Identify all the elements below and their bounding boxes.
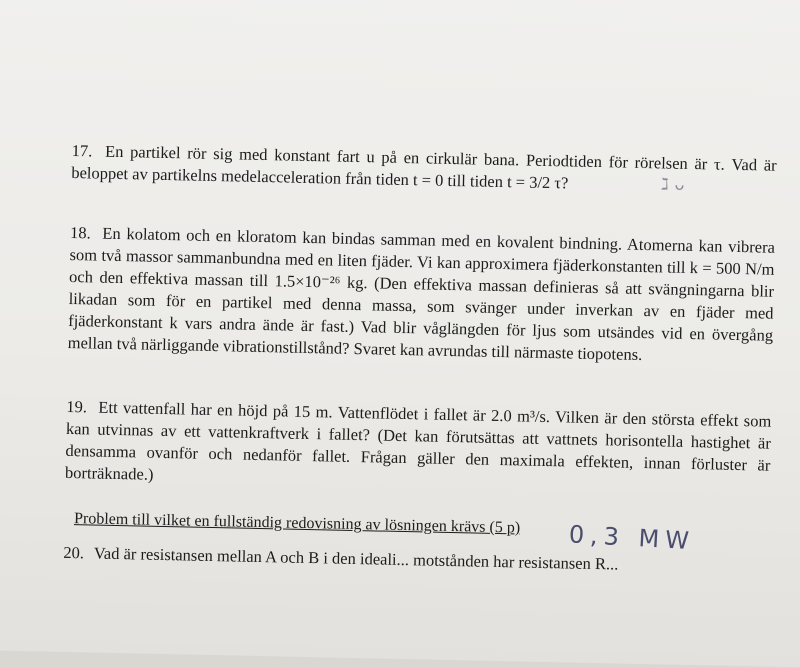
problem-text: En partikel rör sig med konstant fart u på en cirkulär bana. Periodtiden för rörelsen är τ. Vad är beloppet av partikelns medelacceleration från tiden t = 0 till tiden t = 3/2 τ? <box>71 141 777 193</box>
section-heading: Problem till vilket en fullständig redovisning av lösningen krävs (5 p) <box>73 510 521 537</box>
problem-number: 18. <box>69 222 91 243</box>
handwritten-mark: ℷᴗ <box>661 174 691 194</box>
problem-18 <box>68 222 776 369</box>
document-content <box>63 140 777 579</box>
problem-text: Vad är resistansen mellan A och B i den ideali... motstånden har resistansen R... <box>93 543 619 574</box>
problem-number: 20. <box>63 542 85 563</box>
problem-number: 17. <box>71 140 93 161</box>
problem-text: En kolatom och en kloratom kan bindas samman med en kovalent bindning. Atomerna kan vibrera som två massor sammanbundna med en liten fjäder. Vi kan approximera fjäderkonstanten till k = 500 N/m och den effektiva massan till 1.5×10⁻²⁶ kg. (Den effektiva massan definieras så att svängningarna blir likadan som för en partikel med denna massa, som svänger under inverkan av en fjäder med fjäderkonstant k vars andra ände är fast.) Vad blir våglängden för ljus som utsändes vid en övergång mellan två närliggande vibrationstillstånd? Svaret kan avrundas till närmaste tiopotens. <box>67 223 776 364</box>
problem-number: 19. <box>66 396 88 417</box>
handwritten-answer: 0,3 MW <box>568 520 696 556</box>
problem-19 <box>65 396 772 499</box>
problem-text: Ett vattenfall har en höjd på 15 m. Vattenflödet i fallet är 2.0 m³/s. Vilken är den största effekt som kan utvinnas av ett vattenkraftverk i fallet? (Det kan förutsättas att vattnets horisontella hastighet är densamma ovanför och nedanför fallet. Frågan gäller den maximala effekten, innan förluster är borträknade.) <box>64 397 772 484</box>
